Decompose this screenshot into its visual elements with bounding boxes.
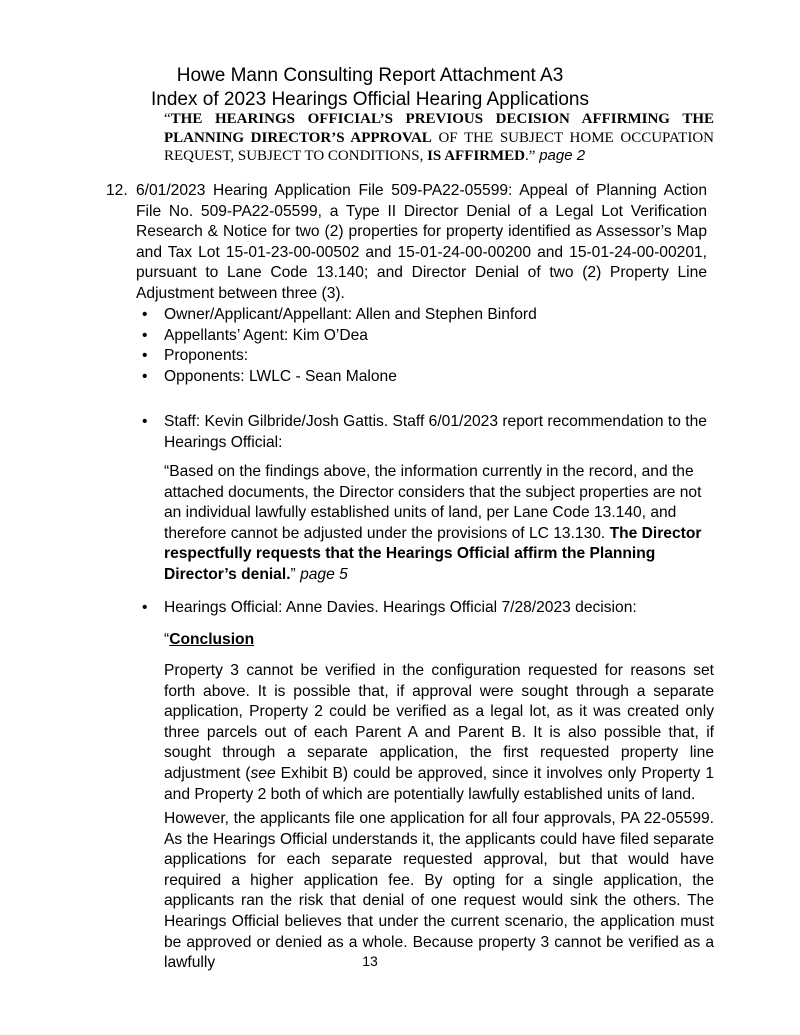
page-reference: page 5 xyxy=(300,565,348,583)
conclusion-heading xyxy=(164,630,254,651)
para-italic: see xyxy=(250,764,276,782)
party-agent: • Appellants’ Agent: Kim O’Dea xyxy=(164,326,368,347)
para-text: Exhibit B) could be approved, since it involves only Property 1 and Property 2 both of which are potentially lawfully established units of land. xyxy=(164,764,714,803)
conclusion-title: Conclusion xyxy=(169,631,255,648)
staff-quote-bold: The Director respectfully requests that the Hearings Official affirm the Planning Director’s denial. xyxy=(164,524,702,583)
hearings-official-bullet: • Hearings Official: Anne Davies. Hearings Official 7/28/2023 decision: xyxy=(164,598,637,619)
report-subtitle: Index of 2023 Hearings Official Hearing Applications xyxy=(151,89,589,110)
item-number: 12. xyxy=(106,182,128,199)
staff-quote xyxy=(164,462,714,586)
staff-bullet: • Staff: Kevin Gilbride/Josh Gattis. Staff 6/01/2023 report recommendation to the Hearings Official: xyxy=(164,412,714,453)
party-proponents: • Proponents: xyxy=(164,346,248,367)
page-reference: page 2 xyxy=(539,147,586,164)
conclusion-paragraph-1 xyxy=(164,661,714,805)
quote-close: .” xyxy=(525,148,540,164)
party-opponents: • Opponents: LWLC - Sean Malone xyxy=(164,367,397,388)
quote-bold-affirmed: IS AFFIRMED xyxy=(427,148,526,164)
prior-decision-quote xyxy=(164,110,714,166)
page-number: 13 xyxy=(362,953,378,969)
quote-bold: THE HEARINGS OFFICIAL’S PREVIOUS DECISION AFFIRMING THE PLANNING DIRECTOR’S APPROVAL xyxy=(164,111,714,146)
quote-text: OF THE SUBJECT HOME OCCUPATION REQUEST, SUBJECT TO CONDITIONS, xyxy=(164,129,715,164)
item-description: 6/01/2023 Hearing Application File 509-PA22-05599: Appeal of Planning Action File No. 509-PA22-05599, a Type II Director Denial of a Legal Lot Verification Research & Notice for two (2) properties for property identified as Assessor’s Map and Tax Lot 15-01-23-00-00502 and 15-01-24-00-00200 and 15-01-24-00-00201, pursuant to Lane Code 13.140; and Director Denial of two (2) Property Line Adjustment between three (3). xyxy=(136,182,707,302)
para-text: Property 3 cannot be verified in the configuration requested for reasons set forth above. It is possible that, if approval were sought through a separate application, Property 2 could be verified as a legal lot, as it was created only three parcels out of each Parent A and Parent B. It is also possible that, if sought through a separate application, the first requested property line adjustment ( xyxy=(164,662,714,782)
staff-quote-text: “Based on the findings above, the information currently in the record, and the attached documents, the Director considers that the subject properties are not an individual lawfully established units of land, per Lane Code 13.140, and therefore cannot be adjusted under the provisions of LC 13.130. xyxy=(164,463,702,542)
staff-quote-close: ” xyxy=(290,565,301,583)
quote-open: “ xyxy=(164,631,170,648)
report-title: Howe Mann Consulting Report Attachment A3 xyxy=(176,65,564,86)
conclusion-paragraph-2: However, the applicants file one application for all four approvals, PA 22-05599. As the Hearings Official understands it, the applicants could have filed separate applications for each separate requested approval, but that would have required a higher application fee. By opting for a single application, the applicants ran the risk that denial of one request would sink the others. The Hearings Official believes that under the current scenario, the application must be approved or denied as a whole. Because property 3 cannot be verified as a lawfully xyxy=(164,810,714,972)
quote-open: “ xyxy=(164,111,171,127)
party-owner: • Owner/Applicant/Appellant: Allen and Stephen Binford xyxy=(164,305,537,326)
